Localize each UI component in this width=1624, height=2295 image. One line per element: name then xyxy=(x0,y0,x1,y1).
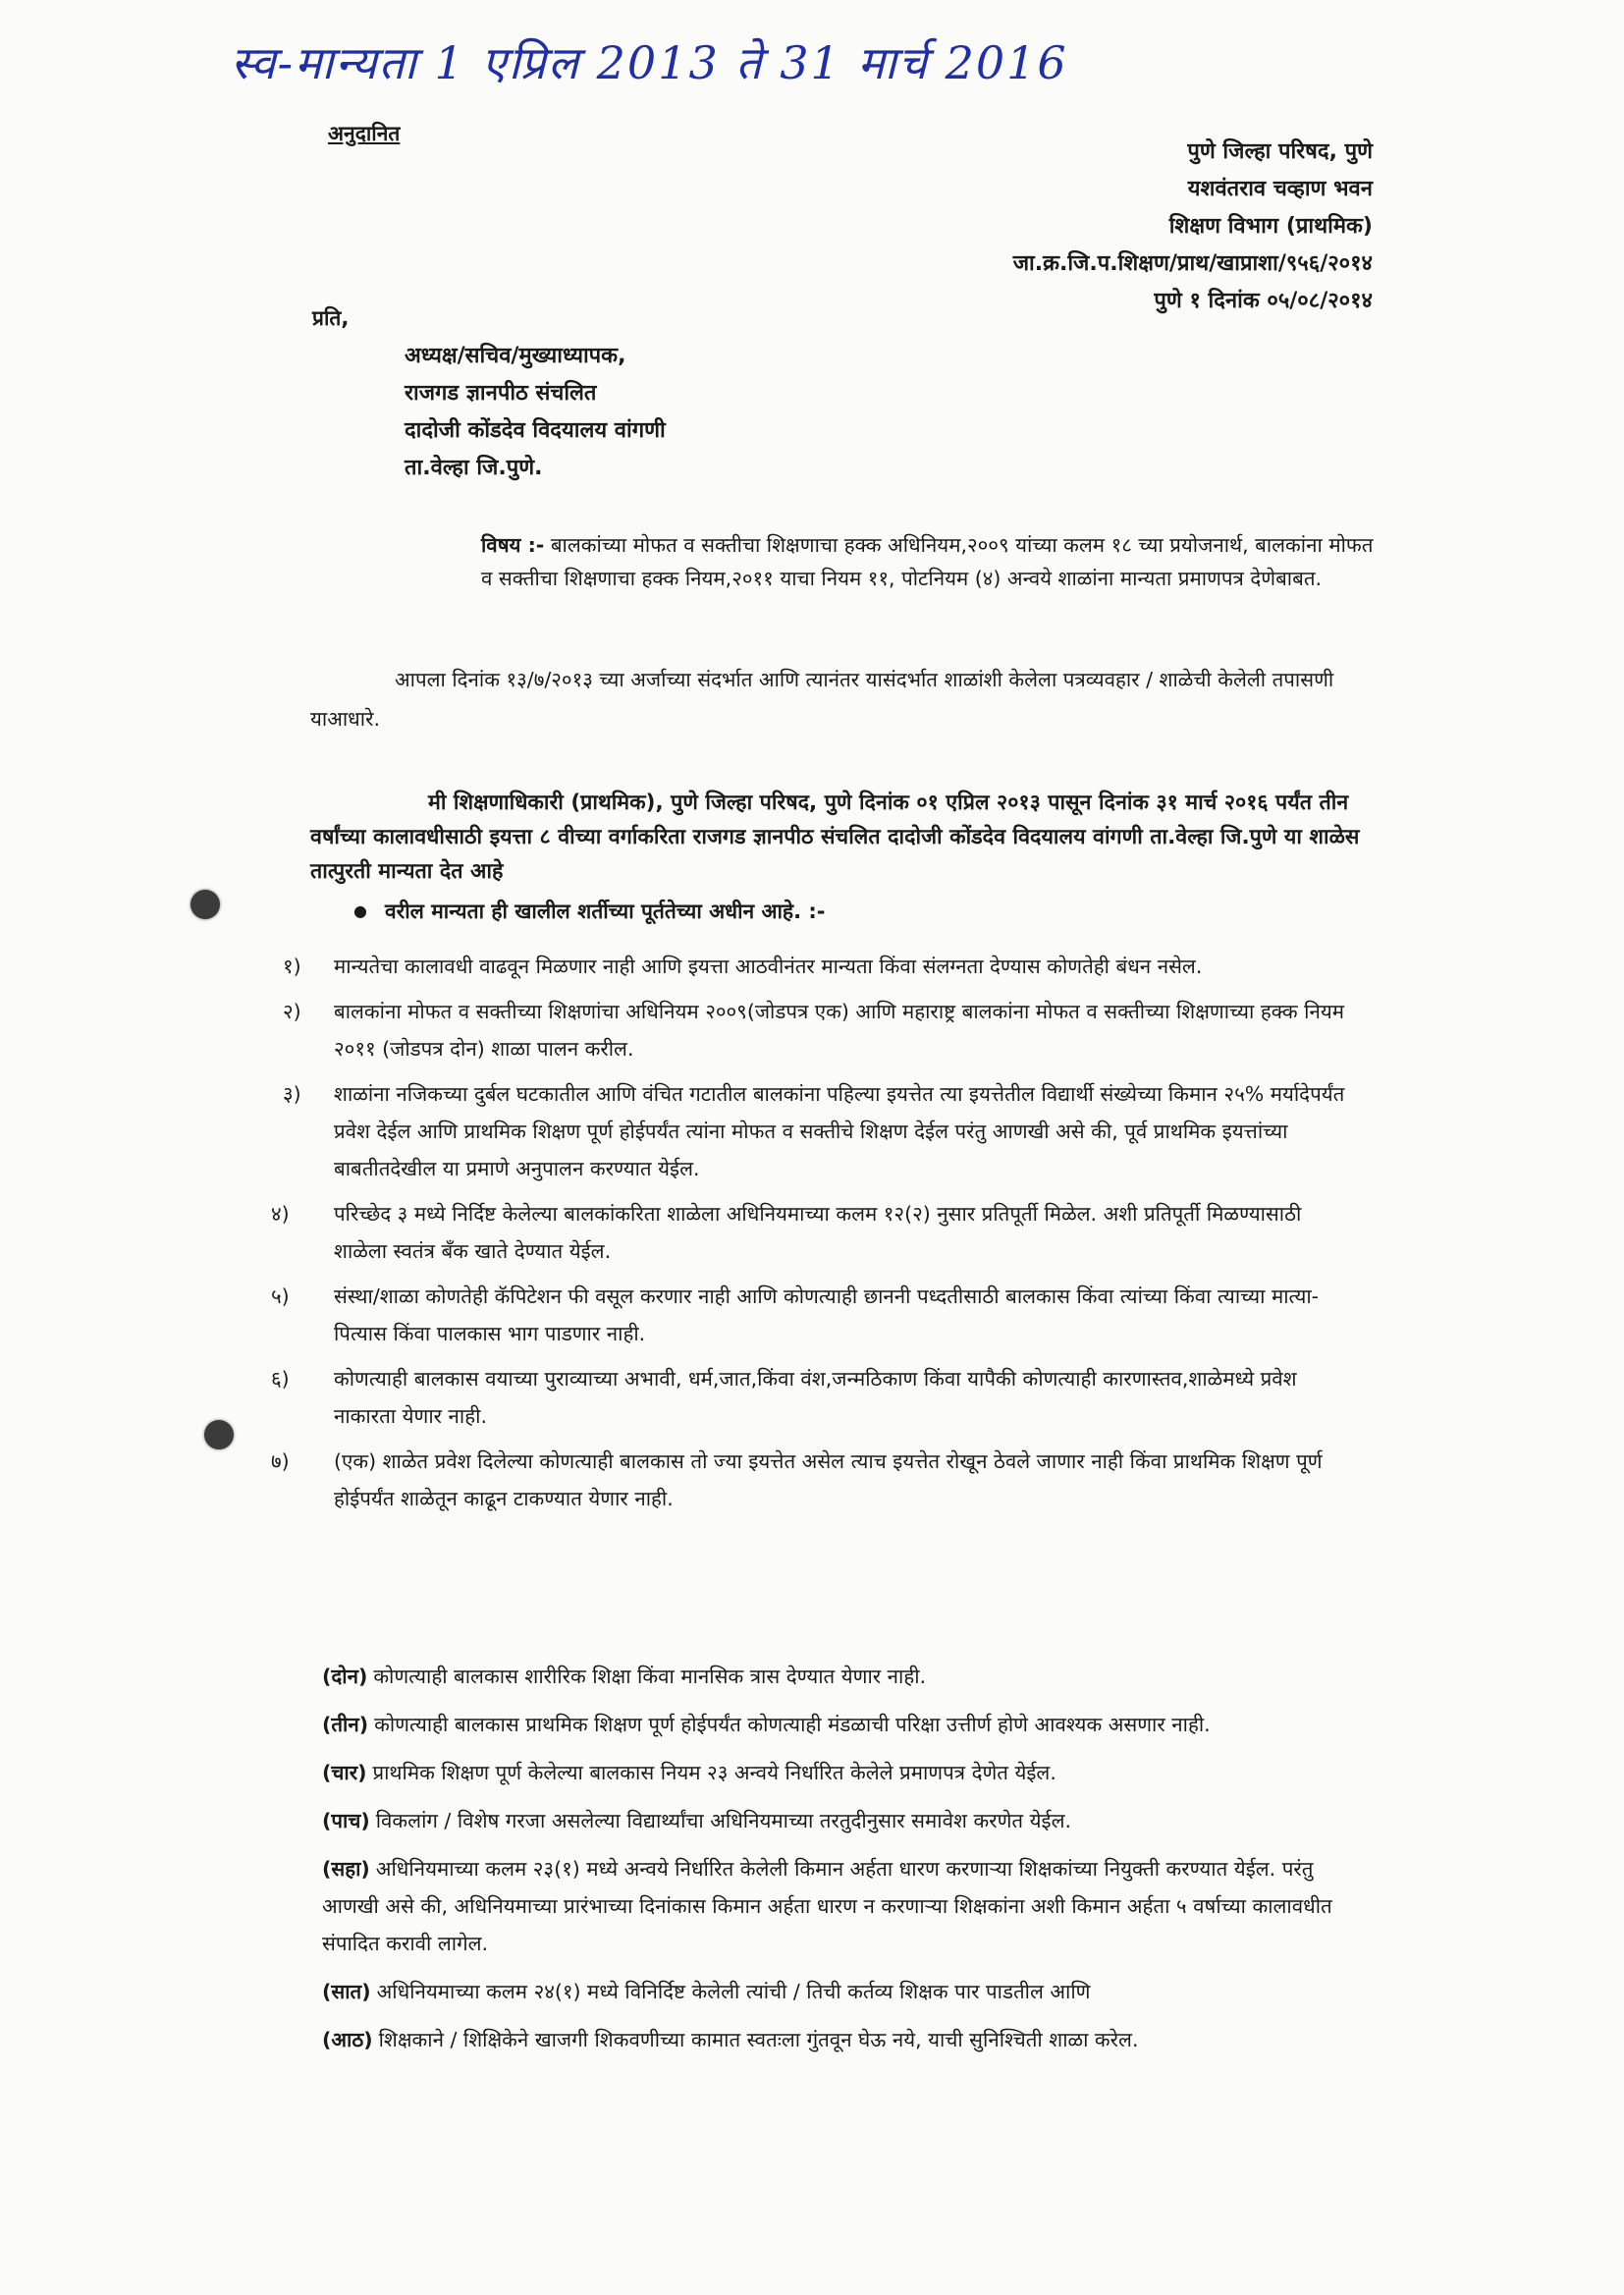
sub-condition-label: (सात) xyxy=(322,1980,371,2003)
condition-number: ५) xyxy=(271,1284,290,1308)
sub-condition-label: (तीन) xyxy=(322,1713,369,1736)
sub-condition-label: (दोन) xyxy=(322,1665,368,1688)
office-line: शिक्षण विभाग (प्राथमिक) xyxy=(1168,214,1373,239)
condition-number: ३) xyxy=(283,1082,301,1106)
sub-condition-label: (पाच) xyxy=(322,1809,370,1832)
office-line: पुणे जिल्हा परिषद, पुणे xyxy=(1187,139,1373,164)
office-line: यशवंतराव चव्हाण भवन xyxy=(1187,177,1373,201)
sub-condition-label: (आठ) xyxy=(322,2028,373,2051)
sub-condition-text: कोणत्याही बालकास प्राथमिक शिक्षण पूर्ण होईपर्यंत कोणत्याही मंडळाची परिक्षा उत्तीर्ण होणे आवश्यक असणार नाही. xyxy=(374,1713,1211,1736)
sub-condition-item xyxy=(322,1754,1343,1791)
condition-number: ४) xyxy=(271,1202,290,1226)
subject-label: विषय :- xyxy=(481,533,545,557)
condition-number: ७) xyxy=(271,1449,290,1473)
sub-condition-text: अधिनियमाच्या कलम २३(१) मध्ये अन्वये निर्धारित केलेली किमान अर्हता धारण करणाऱ्या शिक्षकांच्या नियुक्ती करण्यात येईल. परंतु आणखी असे की, अधिनियमाच्या प्रारंभाच्या दिनांकास किमान अर्हता धारण न करणाऱ्या शिक्षकांना अशी किमान अर्हता ५ वर्षाच्या कालावधीत संपादित करावी लागेल. xyxy=(322,1857,1332,1955)
sub-condition-label: (सहा) xyxy=(322,1857,370,1881)
sub-condition-item xyxy=(322,1850,1343,1962)
recipient-line: राजगड ज्ञानपीठ संचलित xyxy=(405,381,597,406)
sub-condition-text: विकलांग / विशेष गरजा असलेल्या विद्यार्थ्यांचा अधिनियमाच्या तरतुदीनुसार समावेश करणेत येईल. xyxy=(375,1809,1071,1832)
conditions-heading: ● वरील मान्यता ही खालील शर्तीच्या पूर्ततेच्या अधीन आहे. :- xyxy=(353,898,826,925)
sub-condition-item xyxy=(322,1658,1343,1695)
grant-status-tag: अनुदानित xyxy=(328,122,401,145)
sub-condition-item xyxy=(322,2021,1343,2058)
sub-condition-label: (चार) xyxy=(322,1761,367,1784)
recipient-line: दादोजी कोंडदेव विदयालय वांगणी xyxy=(405,418,666,443)
recipient-block xyxy=(405,338,666,487)
sub-condition-item xyxy=(322,1706,1343,1743)
condition-item xyxy=(283,948,1353,985)
to-label: प्रति, xyxy=(312,306,350,330)
subject-text: बालकांच्या मोफत व सक्तीचा शिक्षणाचा हक्क अधिनियम,२००९ यांच्या कलम १८ च्या प्रयोजनार्थ, बालकांना मोफत व सक्तीचा शिक्षणाचा हक्क नियम,२०११ याचा नियम ११, पोटनियम (४) अन्वये शाळांना मान्यता प्रमाणपत्र देणेबाबत. xyxy=(481,533,1374,590)
recipient-line: ता.वेल्हा जि.पुणे. xyxy=(405,456,543,480)
sub-condition-text: अधिनियमाच्या कलम २४(१) मध्ये विनिर्दिष्ट केलेली त्यांची / तिची कर्तव्य शिक्षक पार पाडतील आणि xyxy=(376,1980,1091,2003)
reference-paragraph: आपला दिनांक १३/७/२०१३ च्या अर्जाच्या संदर्भात आणि त्यानंतर यासंदर्भात शाळांशी केलेला पत्रव्यवहार / शाळेची केलेली तपासणी याआधारे. xyxy=(310,668,1334,731)
condition-number: १) xyxy=(283,955,301,978)
punch-hole xyxy=(204,1420,234,1449)
punch-hole xyxy=(190,890,220,919)
letter-date: पुणे १ दिनांक ०५/०८/२०१४ xyxy=(1154,289,1373,313)
sub-condition-item xyxy=(322,1802,1343,1839)
sub-condition-text: प्राथमिक शिक्षण पूर्ण केलेल्या बालकास नियम २३ अन्वये निर्धारित केलेले प्रमाणपत्र देणेत येईल. xyxy=(372,1761,1056,1784)
sub-condition-item xyxy=(322,1973,1343,2010)
condition-number: २) xyxy=(283,1000,301,1023)
sub-condition-text: शिक्षकाने / शिक्षिकेने खाजगी शिकवणीच्या कामात स्वतःला गुंतवून घेऊ नये, याची सुनिश्चिती शाळा करेल. xyxy=(378,2028,1139,2051)
reference-number: जा.क्र.जि.प.शिक्षण/प्राथ/खाप्राशा/९५६/२०१४ xyxy=(1012,251,1373,276)
condition-text: बालकांना मोफत व सक्तीच्या शिक्षणांचा अधिनियम २००९(जोडपत्र एक) आणि महाराष्ट्र बालकांना मोफत व सक्तीच्या शिक्षणाच्या हक्क नियम २०११ (जोडपत्र दोन) शाळा पालन करील. xyxy=(334,1000,1345,1061)
condition-item xyxy=(271,1195,1353,1270)
condition-text: परिच्छेद ३ मध्ये निर्दिष्ट केलेल्या बालकांकरिता शाळेला अधिनियमाच्या कलम १२(२) नुसार प्रतिपूर्ती मिळेल. अशी प्रतिपूर्ती मिळण्यासाठी शाळेला स्वतंत्र बँक खाते देण्यात येईल. xyxy=(334,1202,1302,1263)
recipient-line: अध्यक्ष/सचिव/मुख्याध्यापक, xyxy=(405,344,626,368)
condition-text: कोणत्याही बालकास वयाच्या पुराव्याच्या अभावी, धर्म,जात,किंवा वंश,जन्मठिकाण किंवा यापैकी कोणत्याही कारणास्तव,शाळेमध्ये प्रवेश नाकारता येणार नाही. xyxy=(334,1367,1297,1428)
condition-text: (एक) शाळेत प्रवेश दिलेल्या कोणत्याही बालकास तो ज्या इयत्तेत असेल त्याच इयत्तेत रोखून ठेवले जाणार नाही किंवा प्राथमिक शिक्षण पूर्ण होईपर्यंत शाळेतून काढून टाकण्यात येणार नाही. xyxy=(334,1449,1323,1510)
subject-paragraph xyxy=(481,528,1384,595)
condition-item xyxy=(283,1075,1353,1187)
condition-item xyxy=(271,1443,1353,1517)
handwritten-validity-note: स्व-मान्यता 1 एप्रिल 2013 ते 31 मार्च 2016 xyxy=(231,36,1068,89)
condition-item xyxy=(283,993,1353,1067)
condition-text: शाळांना नजिकच्या दुर्बल घटकातील आणि वंचित गटातील बालकांना पहिल्या इयत्तेत त्या इयत्तेतील विद्यार्थी संख्येच्या किमान २५% मर्यादेपर्यंत प्रवेश देईल आणि प्राथमिक शिक्षण पूर्ण होईपर्यंत त्यांना मोफत व सक्तीचे शिक्षण देईल परंतु आणखी असे की, पूर्व प्राथमिक इयत्तांच्या बाबतीतदेखील या प्रमाणे अनुपालन करण्यात येईल. xyxy=(334,1082,1345,1180)
condition-text: मान्यतेचा कालावधी वाढवून मिळणार नाही आणि इयत्ता आठवीनंतर मान्यता किंवा संलग्नता देण्यास कोणतेही बंधन नसेल. xyxy=(334,955,1203,978)
condition-item xyxy=(271,1278,1353,1352)
office-address-block xyxy=(1013,134,1373,320)
sub-conditions-list xyxy=(322,1658,1343,2069)
condition-item xyxy=(271,1360,1353,1435)
condition-number: ६) xyxy=(271,1367,290,1391)
order-paragraph: मी शिक्षणाधिकारी (प्राथमिक), पुणे जिल्हा परिषद, पुणे दिनांक ०१ एप्रिल २०१३ पासून दिनांक ३१ मार्च २०१६ पर्यंत तीन वर्षांच्या कालावधीसाठी इयत्ता ८ वीच्या वर्गाकरिता राजगड ज्ञानपीठ संचलित दादोजी कोंडदेव विदयालय वांगणी ता.वेल्हा जि.पुणे या शाळेस तात्पुरती मान्यता देत आहे xyxy=(310,791,1360,884)
sub-condition-text: कोणत्याही बालकास शारीरिक शिक्षा किंवा मानसिक त्रास देण्यात येणार नाही. xyxy=(373,1665,927,1688)
conditions-list xyxy=(271,948,1353,1525)
condition-text: संस्था/शाळा कोणतेही कॅपिटेशन फी वसूल करणार नाही आणि कोणत्याही छाननी पध्दतीसाठी बालकास किंवा त्यांच्या किंवा त्याच्या मात्या-पित्यास किंवा पालकास भाग पाडणार नाही. xyxy=(334,1284,1320,1345)
